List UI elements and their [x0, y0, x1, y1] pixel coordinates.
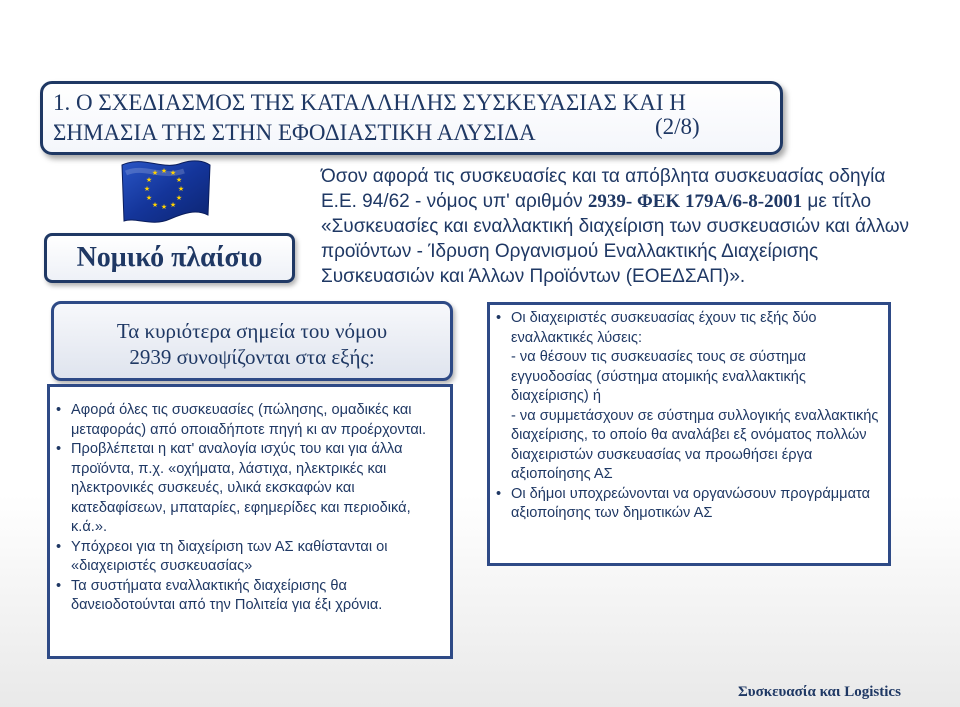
- intro-text-part1: Όσον αφορά τις συσκευασίες και τα απόβλητα συσκευασίας οδηγία Ε.Ε. 94/62 - νόμος υπ' αριθμόν: [321, 166, 886, 212]
- footer-label: Συσκευασία και Logistics: [738, 684, 901, 700]
- svg-text:★: ★: [145, 194, 153, 202]
- law-points-box: [47, 384, 453, 659]
- svg-text:★: ★: [151, 169, 159, 177]
- points-heading-line1: Τα κυριότερα σημεία του νόμου: [116, 319, 388, 343]
- law-points-list: [56, 401, 446, 616]
- svg-text:★: ★: [160, 203, 168, 211]
- intro-law-reference: 2939- ΦΕΚ 179Α/6-8-2001: [587, 191, 803, 212]
- legal-framework-box: [44, 233, 295, 283]
- svg-text:★: ★: [175, 194, 183, 202]
- svg-text:★: ★: [143, 185, 151, 193]
- slide-title-line1: 1. Ο ΣΧΕΔΙΑΣΜΟΣ ΤΗΣ ΚΑΤΑΛΛΗΛΗΣ ΣΥΣΚΕΥΑΣΙΑΣ ΚΑΙ Η: [53, 90, 686, 115]
- list-item: • Τα συστήματα εναλλακτικής διαχείρισης θα δανειοδοτούνται από την Πολιτεία για έξι χρόνια.: [56, 577, 383, 613]
- list-item: • Προβλέπεται η κατ' αναλογία ισχύς του και για άλλα προϊόντα, π.χ. «οχήματα, λάστιχα, ηλεκτρικές και ηλεκτρονικές συσκευές, υλικά εκσκαφών και κατεδαφίσεων, μπαταρίες, εφημερίδες και περιοδικά, κ.ά.».: [56, 441, 411, 535]
- svg-text:★: ★: [145, 176, 153, 184]
- intro-text-part2: με τίτλο «Συσκευασίες και εναλλακτική διαχείριση των συσκευασιών και άλλων προϊόντων - Ίδρυση Οργανισμού Εναλλακτικής Διαχείρισης Συσκευασιών και Άλλων Προϊόντων (ΕΟΕΔΣΑΠ)».: [321, 191, 910, 287]
- managers-options-box: [487, 302, 891, 566]
- options-intro: Οι διαχειριστές συσκευασίας έχουν τις εξής δύο εναλλακτικές λύσεις:: [511, 310, 817, 346]
- list-item: • Οι διαχειριστές συσκευασίας έχουν τις εξής δύο εναλλακτικές λύσεις: - να θέσουν τις συσκευασίες τους σε σύστημα εγγυοδοσίας (σύστημα ατομικής εναλλακτικής διαχείρισης) ή - να συμμετάσχουν σε σύστημα συλλογικής εναλλακτικής διαχείρισης, το οποίο θα αναλάβει εξ ονόματος πολλών διαχειριστών συσκευασίας να προωθήσει έργα αξιοποίησης ΑΣ: [496, 309, 884, 485]
- list-item: • Υπόχρεοι για τη διαχείριση των ΑΣ καθίστανται οι «διαχειριστές συσκευασίας»: [56, 538, 388, 574]
- points-heading-line2: 2939 συνοψίζονται στα εξής:: [129, 345, 375, 369]
- slide-title-box: [40, 81, 783, 155]
- svg-text:★: ★: [151, 201, 159, 209]
- svg-text:★: ★: [177, 185, 185, 193]
- legal-framework-label: Νομικό πλαίσιο: [76, 242, 263, 273]
- points-heading: [54, 318, 450, 370]
- svg-text:★: ★: [169, 201, 177, 209]
- svg-text:★: ★: [160, 167, 168, 175]
- svg-text:★: ★: [169, 169, 177, 177]
- managers-options-list: [496, 309, 884, 524]
- svg-text:★: ★: [175, 176, 183, 184]
- option-collective-system: - να συμμετάσχουν σε σύστημα συλλογικής εναλλακτικής διαχείρισης, το οποίο θα αναλάβει εξ ονόματος πολλών διαχειριστών συσκευασίας να προωθήσει έργα αξιοποίησης ΑΣ: [511, 407, 879, 482]
- intro-paragraph: [321, 164, 911, 289]
- list-item: • Αφορά όλες τις συσκευασίες (πώλησης, ομαδικές και μεταφοράς) από οποιαδήποτε πηγή κι αν προέρχονται.: [56, 402, 427, 438]
- eu-flag-icon: [116, 155, 214, 227]
- slide-title-line2: ΣΗΜΑΣΙΑ ΤΗΣ ΣΤΗΝ ΕΦΟΔΙΑΣΤΙΚΗ ΑΛΥΣΙΔΑ: [53, 120, 536, 145]
- points-heading-box: [51, 301, 453, 381]
- list-item: • Οι δήμοι υποχρεώνονται να οργανώσουν προγράμματα αξιοποίησης των δημοτικών ΑΣ: [496, 485, 871, 521]
- slide-page-indicator: (2/8): [655, 114, 700, 139]
- option-deposit-system: - να θέσουν τις συσκευασίες τους σε σύστημα εγγυοδοσίας (σύστημα ατομικής εναλλακτικής διαχείρισης) ή: [511, 349, 806, 404]
